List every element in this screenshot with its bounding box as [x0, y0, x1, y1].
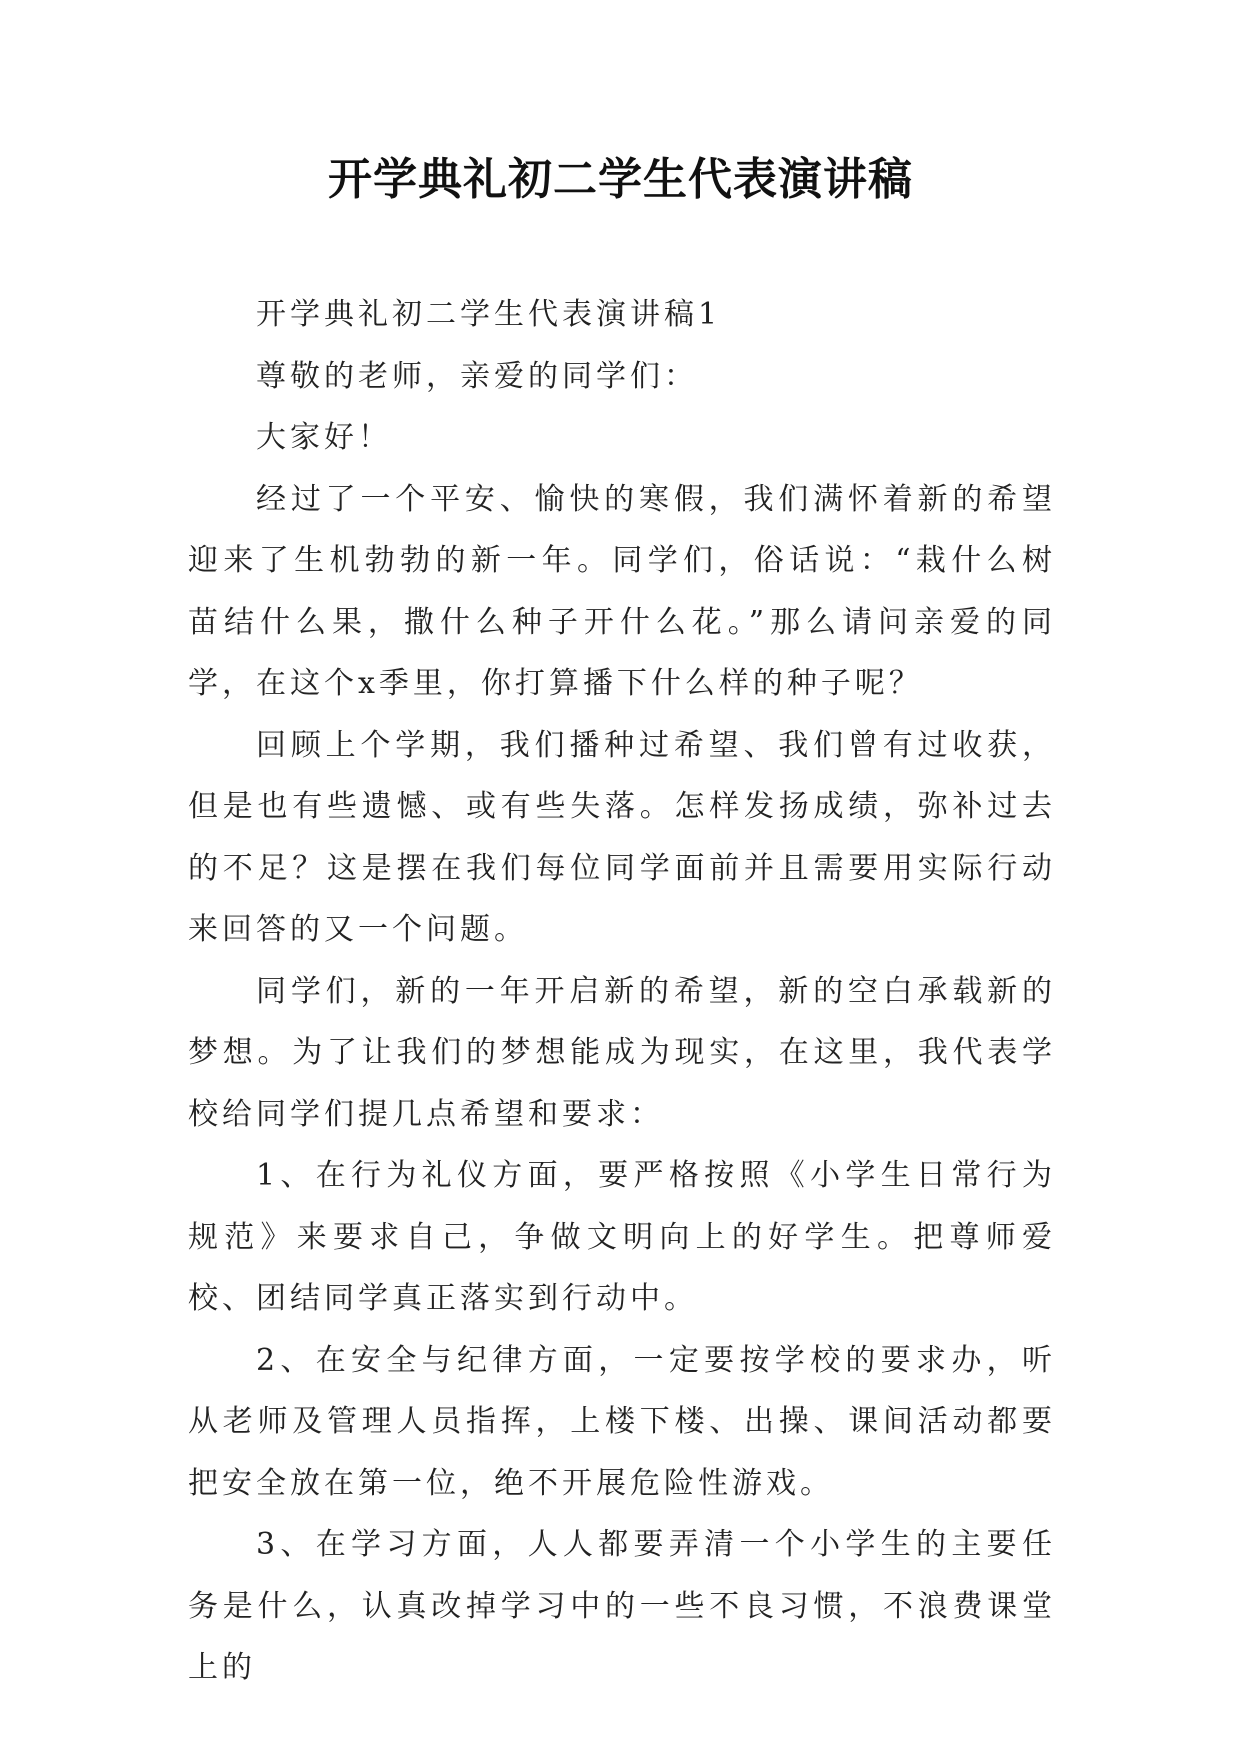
paragraph-greeting: 大家好！	[256, 420, 392, 455]
document-body	[188, 284, 1056, 1699]
paragraph: 1、在行为礼仪方面，要严格按照《小学生日常行为规范》来要求自己，争做文明向上的好学生。把尊师爱校、团结同学真正落实到行动中。	[188, 1158, 1056, 1316]
document-title: 开学典礼初二学生代表演讲稿	[328, 154, 913, 205]
paragraph: 2、在安全与纪律方面，一定要按学校的要求办，听从老师及管理人员指挥，上楼下楼、出操、课间活动都要把安全放在第一位，绝不开展危险性游戏。	[188, 1342, 1056, 1501]
paragraph: 经过了一个平安、愉快的寒假，我们满怀着新的希望迎来了生机勃勃的新一年。同学们，俗话说：“栽什么树苗结什么果，撒什么种子开什么花。”那么请问亲爱的同学，在这个x季里，你打算播下什么样的种子呢？	[188, 481, 1056, 701]
paragraph: 3、在学习方面，人人都要弄清一个小学生的主要任务是什么，认真改掉学习中的一些不良习惯，不浪费课堂上的	[188, 1527, 1056, 1685]
paragraph-heading: 开学典礼初二学生代表演讲稿1	[256, 297, 722, 332]
paragraph: 同学们，新的一年开启新的希望，新的空白承载新的梦想。为了让我们的梦想能成为现实，在这里，我代表学校给同学们提几点希望和要求：	[188, 973, 1056, 1132]
paragraph: 回顾上个学期，我们播种过希望、我们曾有过收获，但是也有些遗憾、或有些失落。怎样发扬成绩，弥补过去的不足？这是摆在我们每位同学面前并且需要用实际行动来回答的又一个问题。	[188, 727, 1056, 947]
paragraph-salutation: 尊敬的老师，亲爱的同学们：	[256, 358, 698, 394]
